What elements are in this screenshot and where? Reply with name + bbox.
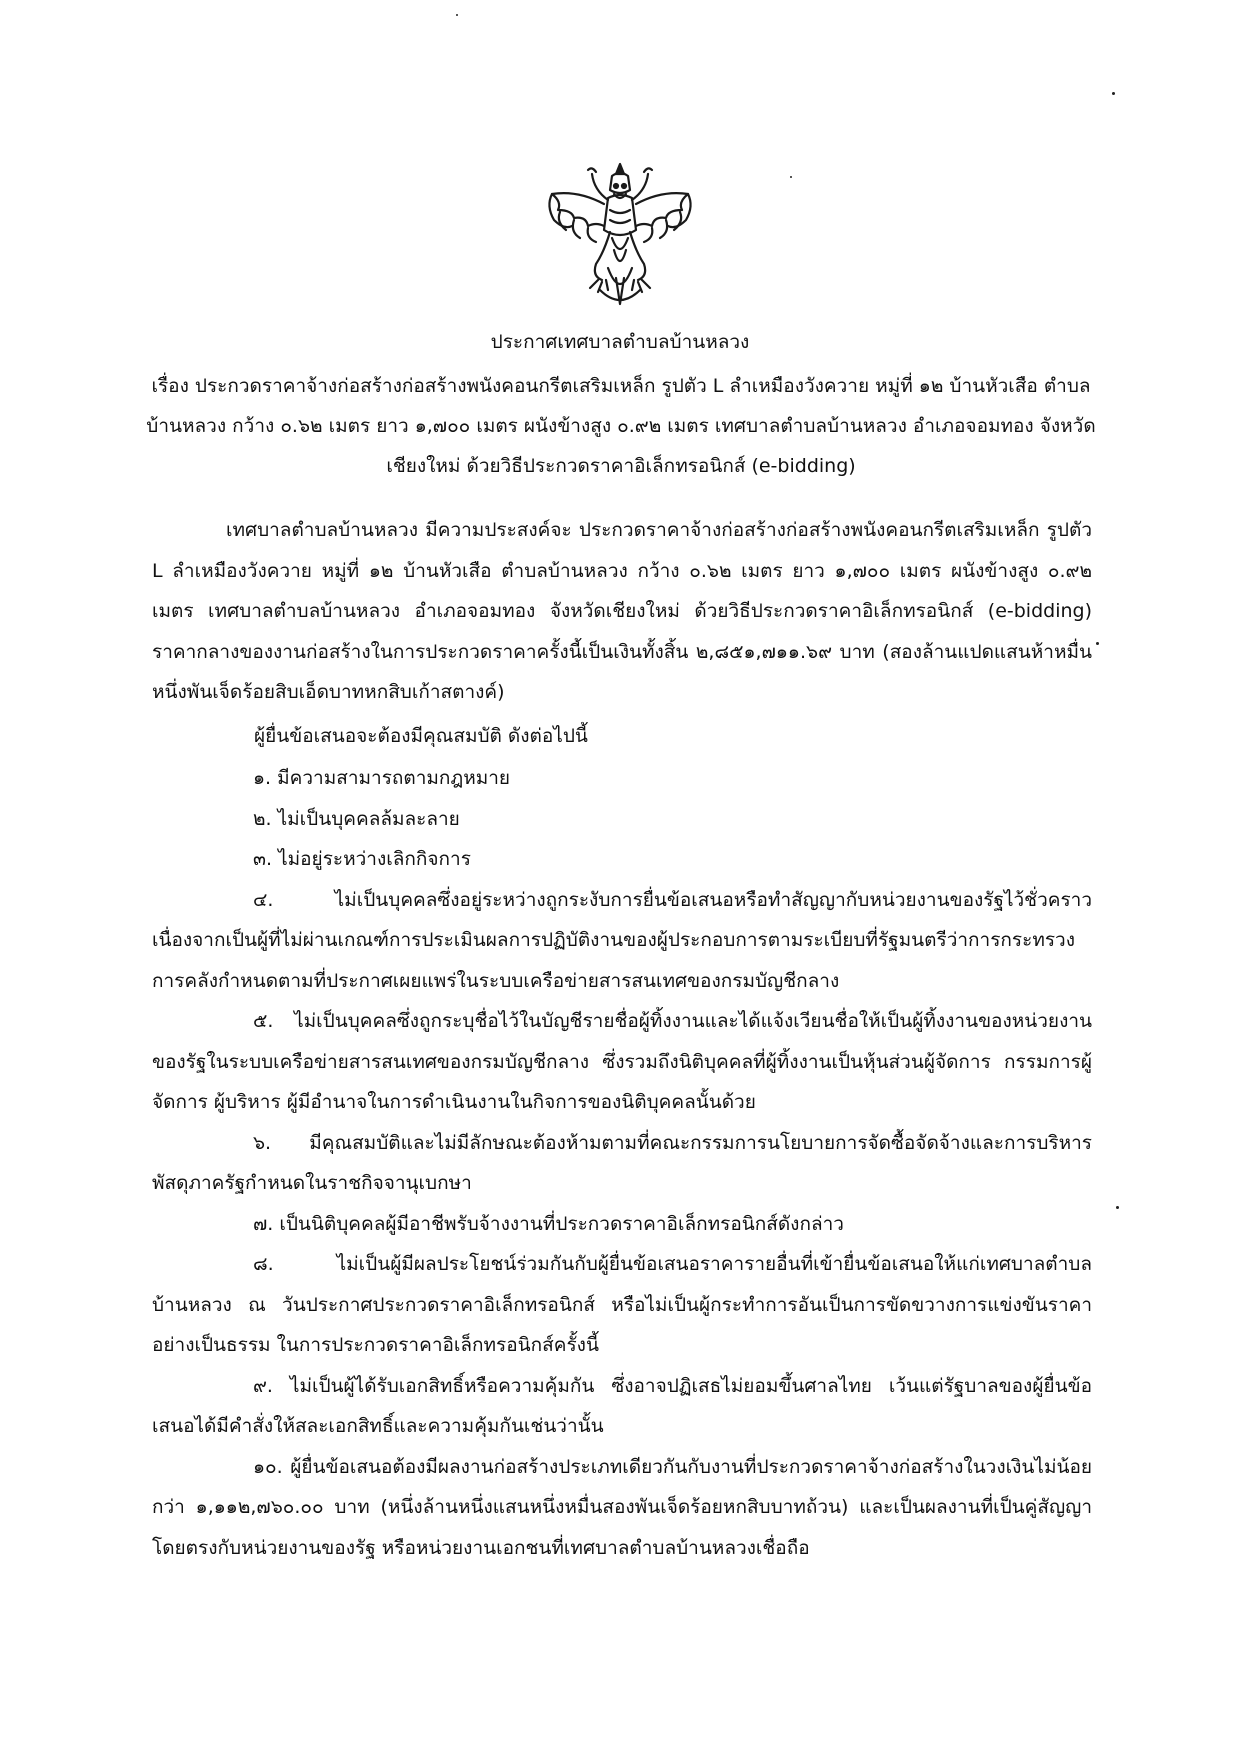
qualification-item: ๖. มีคุณสมบัติและไม่มีลักษณะต้องห้ามตามที่คณะกรรมการนโยบายการจัดซื้อจัดจ้างและการบริหารพัสดุภาครัฐกำหนดในราชกิจจานุเบกษา [152,1131,1092,1194]
scan-speck [790,176,792,178]
qualification-item: ๑๐. ผู้ยื่นข้อเสนอต้องมีผลงานก่อสร้างประเภทเดียวกันกับงานที่ประกวดราคาจ้างก่อสร้างในวงเงินไม่น้อยกว่า ๑,๑๑๒,๗๖๐.๐๐ บาท (หนึ่งล้านหนึ่งแสนหนึ่งหมื่นสองพันเจ็ดร้อยหกสิบบาทถ้วน) และเป็นผลงานที่เป็นคู่สัญญาโดยตรงกับหน่วยงานของรัฐ หรือหน่วยงานเอกชนที่เทศบาลตำบลบ้านหลวงเชื่อถือ [152,1455,1092,1559]
scan-speck [1116,1206,1119,1209]
qualification-item: ๘. ไม่เป็นผู้มีผลประโยชน์ร่วมกันกับผู้ยื่นข้อเสนอราคารายอื่นที่เข้ายื่นข้อเสนอให้แก่เทศบาลตำบลบ้านหลวง ณ วันประกาศประกวดราคาอิเล็กทรอนิกส์ หรือไม่เป็นผู้กระทำการอันเป็นการขัดขวางการแข่งขันราคาอย่างเป็นธรรม ในการประกวดราคาอิเล็กทรอนิกส์ครั้งนี้ [152,1253,1092,1356]
garuda-emblem-icon [538,160,702,310]
qualifications-list [152,758,1092,1568]
scan-speck [1096,642,1099,645]
document-subject: เรื่อง ประกวดราคาจ้างก่อสร้างก่อสร้างพนังคอนกรีตเสริมเหล็ก รูปตัว L ลำเหมืองวังควาย หมู่ที่ ๑๒ บ้านหัวเสือ ตำบลบ้านหลวง กว้าง ๐.๖๒ เมตร ยาว ๑,๗๐๐ เมตร ผนังข้างสูง ๐.๙๒ เมตร เทศบาลตำบลบ้านหลวง อำเภอจอมทอง จังหวัดเชียงใหม่ ด้วยวิธีประกวดราคาอิเล็กทรอนิกส์ (e-bidding) [146,375,1096,477]
qualification-item: ๔. ไม่เป็นบุคคลซึ่งอยู่ระหว่างถูกระงับการยื่นข้อเสนอหรือทำสัญญากับหน่วยงานของรัฐไว้ชั่วคราว เนื่องจากเป็นผู้ที่ไม่ผ่านเกณฑ์การประเมินผลการปฏิบัติงานของผู้ประกอบการตามระเบียบที่รัฐมนตรีว่าการกระทรวงการคลังกำหนดตามที่ประกาศเผยแพร่ในระบบเครือข่ายสารสนเทศของกรมบัญชีกลาง [152,888,1092,992]
qualification-item: ๑. มีความสามารถตามกฎหมาย [253,767,511,789]
scan-speck [456,14,458,16]
qualification-item: ๗. เป็นนิติบุคคลผู้มีอาชีพรับจ้างงานที่ประกวดราคาอิเล็กทรอนิกส์ดังกล่าว [253,1212,844,1235]
intro-text: เทศบาลตำบลบ้านหลวง มีความประสงค์จะ ประกวดราคาจ้างก่อสร้างก่อสร้างพนังคอนกรีตเสริมเหล็ก รูปตัว L ลำเหมืองวังควาย หมู่ที่ ๑๒ บ้านหัวเสือ ตำบลบ้านหลวง กว้าง ๐.๖๒ เมตร ยาว ๑,๗๐๐ เมตร ผนังข้างสูง ๐.๙๒ เมตร เทศบาลตำบลบ้านหลวง อำเภอจอมทอง จังหวัดเชียงใหม่ ด้วยวิธีประกวดราคาอิเล็กทรอนิกส์ (e-bidding) ราคากลางของงานก่อสร้างในการประกวดราคาครั้งนี้เป็นเงินทั้งสิ้น ๒,๘๕๑,๗๑๑.๖๙ บาท (สองล้านแปดแสนห้าหมื่นหนึ่งพันเจ็ดร้อยสิบเอ็ดบาทหกสิบเก้าสตางค์) [152,519,1092,703]
scan-speck [1112,92,1115,95]
qualification-item: ๙. ไม่เป็นผู้ได้รับเอกสิทธิ์หรือความคุ้มกัน ซึ่งอาจปฏิเสธไม่ยอมขึ้นศาลไทย เว้นแต่รัฐบาลของผู้ยื่นข้อเสนอได้มีคำสั่งให้สละเอกสิทธิ์และความคุ้มกันเช่นว่านั้น [152,1374,1092,1437]
qualifications-lead: ผู้ยื่นข้อเสนอจะต้องมีคุณสมบัติ ดังต่อไปนี้ [254,725,588,747]
qualification-item: ๓. ไม่อยู่ระหว่างเลิกกิจการ [253,848,471,870]
qualification-item: ๒. ไม่เป็นบุคคลล้มละลาย [253,807,460,830]
document-title: ประกาศเทศบาลตำบลบ้านหลวง [490,331,750,353]
intro-paragraph [152,510,1092,713]
qualification-item: ๕. ไม่เป็นบุคคลซึ่งถูกระบุชื่อไว้ในบัญชีรายชื่อผู้ทิ้งงานและได้แจ้งเวียนชื่อให้เป็นผู้ทิ้งงานของหน่วยงานของรัฐในระบบเครือข่ายสารสนเทศของกรมบัญชีกลาง ซึ่งรวมถึงนิติบุคคลที่ผู้ทิ้งงานเป็นหุ้นส่วนผู้จัดการ กรรมการผู้จัดการ ผู้บริหาร ผู้มีอำนาจในการดำเนินงานในกิจการของนิติบุคคลนั้นด้วย [152,1010,1092,1113]
